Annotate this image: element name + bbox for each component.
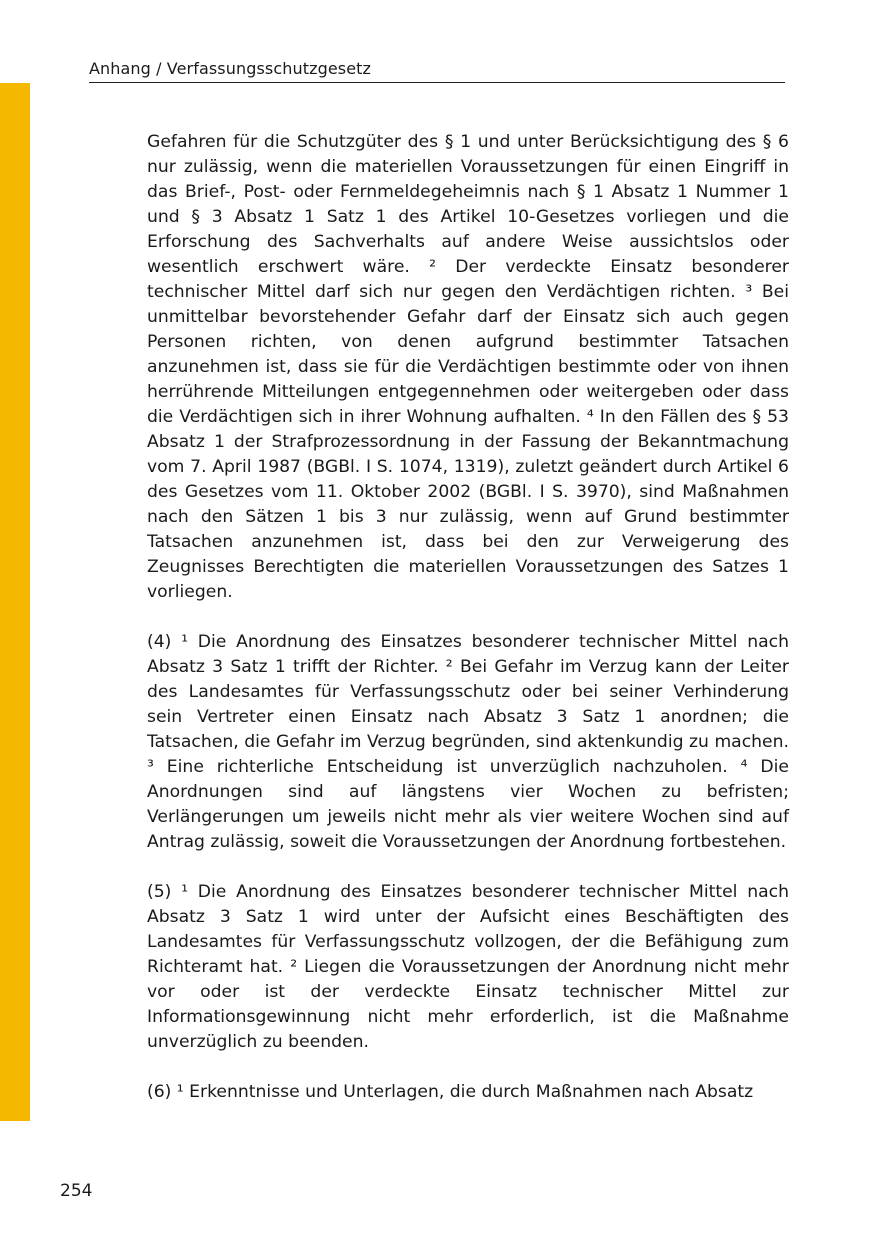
yellow-margin-bar (0, 83, 30, 1121)
body-text (147, 130, 789, 1105)
paragraph-6: (6) ¹ Erkenntnisse und Unterlagen, die durch Maßnahmen nach Absatz (147, 1082, 754, 1102)
paragraph-continuation: Gefahren für die Schutzgüter des § 1 und unter Berücksichtigung des § 6 nur zulässig, wenn die materiellen Voraussetzungen für einen Eingriff in das Brief-, Post- oder Fernmeldegeheimnis nach § 1 Absatz 1 Nummer 1 und § 3 Absatz 1 Satz 1 des Artikel 10-Gesetzes vorliegen und die Erforschung des Sachverhalts auf andere Weise aussichtslos oder wesentlich erschwert wäre. ² Der verdeckte Einsatz besonderer technischer Mittel darf sich nur gegen den Verdächtigen richten. ³ Bei unmittelbar bevorstehender Gefahr darf der Einsatz sich auch gegen Personen richten, von denen aufgrund bestimmter Tatsachen anzunehmen ist, dass sie für die Verdächtigen bestimmte oder von ihnen herrührende Mitteilungen entgegennehmen oder weitergeben oder dass die Verdächtigen sich in ihrer Wohnung aufhalten. ⁴ In den Fällen des § 53 Absatz 1 der Strafprozessordnung in der Fassung der Bekanntmachung vom 7. April 1987 (BGBl. I S. 1074, 1319), zuletzt geändert durch Artikel 6 des Gesetzes vom 11. Oktober 2002 (BGBl. I S. 3970), sind Maßnahmen nach den Sätzen 1 bis 3 nur zulässig, wenn auf Grund bestimmter Tatsachen anzunehmen ist, dass bei den zur Verweigerung des Zeugnisses Berechtigten die materiellen Voraussetzungen des Satzes 1 vorliegen. (147, 132, 789, 602)
page-number: 254 (60, 1181, 93, 1201)
paragraph-4: (4) ¹ Die Anordnung des Einsatzes besonderer technischer Mittel nach Absatz 3 Satz 1 trifft der Richter. ² Bei Gefahr im Verzug kann der Leiter des Landesamtes für Verfassungsschutz oder bei seiner Verhinderung sein Vertreter einen Einsatz nach Absatz 3 Satz 1 anordnen; die Tatsachen, die Gefahr im Verzug begründen, sind aktenkundig zu machen. ³ Eine richterliche Entscheidung ist unverzüglich nachzuholen. ⁴ Die Anordnungen sind auf längstens vier Wochen zu befristen; Verlängerungen um jeweils nicht mehr als vier weitere Wochen sind auf Antrag zulässig, soweit die Voraussetzungen der Anordnung fortbestehen. (147, 632, 789, 852)
paragraph-5: (5) ¹ Die Anordnung des Einsatzes besonderer technischer Mittel nach Absatz 3 Satz 1 wird unter der Aufsicht eines Beschäftigten des Landesamtes für Verfassungsschutz vollzogen, der die Befähigung zum Richteramt hat. ² Liegen die Voraussetzungen der Anordnung nicht mehr vor oder ist der verdeckte Einsatz technischer Mittel zur Informationsgewinnung nicht mehr erforderlich, ist die Maßnahme unverzüglich zu beenden. (147, 882, 789, 1052)
running-header: Anhang / Verfassungsschutzgesetz (89, 59, 785, 83)
